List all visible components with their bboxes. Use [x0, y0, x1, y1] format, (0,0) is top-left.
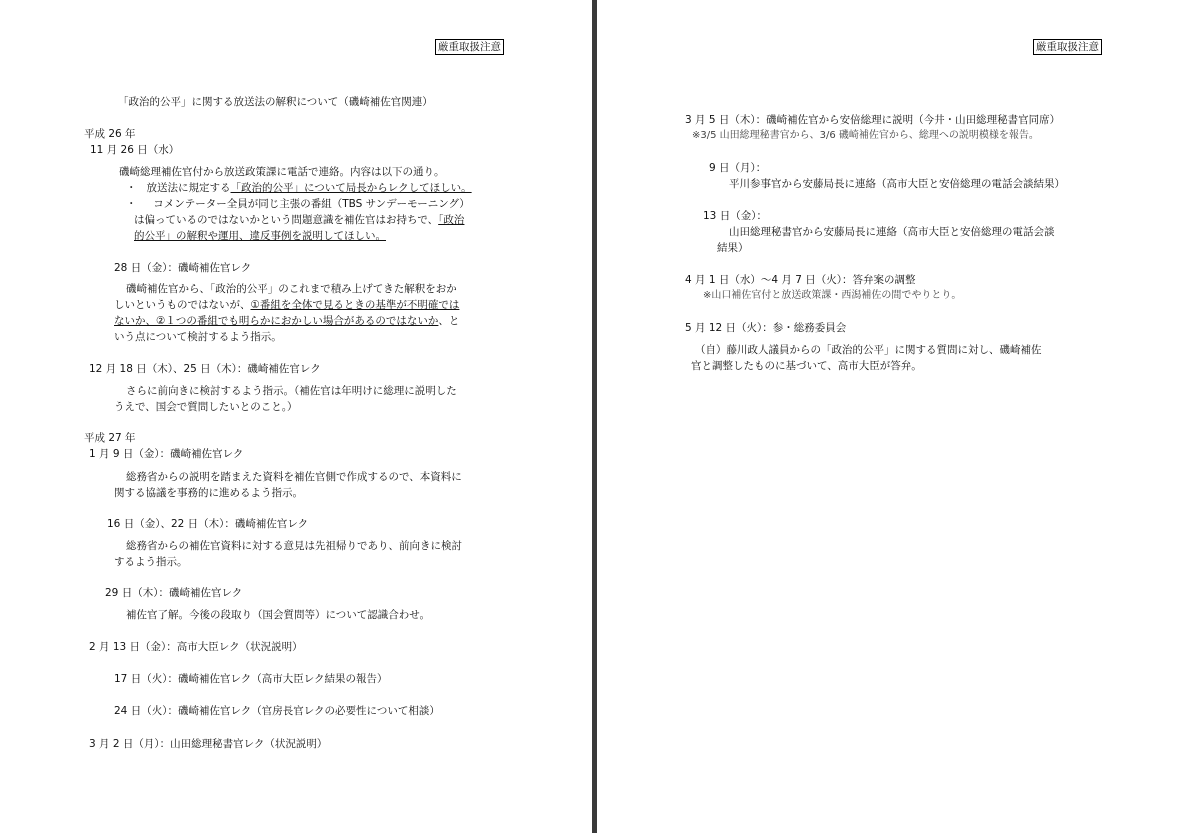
date-heading-0512: 5 月 12 日（火）：参・総務委員会 — [685, 322, 847, 334]
bullet-1-underlined: 「政治的公平」について局長からレクしてほしい。 — [230, 182, 472, 194]
paragraph-0313-line-1: 山田総理秘書官から安藤局長に連絡（高市大臣と安倍総理の電話会談 — [729, 226, 1055, 238]
date-heading-0116: 16 日（金）、22 日（木）：磯崎補佐官レク — [107, 518, 309, 530]
bullet-2-line-2-text: は偏っているのではないかという問題意識を補佐官はお持ちで、 — [134, 214, 439, 226]
paragraph-1128-line-3-text: 、と — [438, 315, 460, 327]
date-heading-1128: 28 日（金）：磯崎補佐官レク — [114, 262, 252, 274]
bullet-1-text: 放送法に規定する — [146, 182, 231, 194]
date-heading-0401: 4 月 1 日（水）～4 月 7 日（火）：答弁案の調整 — [685, 274, 916, 286]
date-heading-0302: 3 月 2 日（月）：山田総理秘書官レク（状況説明） — [89, 738, 328, 750]
bullet-2-line-2-underlined: 「政治 — [438, 214, 465, 226]
date-heading-1126: 11 月 26 日（水） — [90, 144, 180, 156]
bullet-2-line-2 — [134, 212, 464, 228]
date-heading-0224: 24 日（火）：磯崎補佐官レク（官房長官レクの必要性について相談） — [114, 705, 440, 717]
bullet-2-line-3: 的公平」の解釈や運用、違反事例を説明してほしい。 — [134, 230, 386, 242]
paragraph-1128-line-2 — [114, 297, 459, 313]
bullet-mark: ・ — [126, 198, 137, 210]
bullet-item-2 — [126, 196, 470, 212]
bullet-2-line-1: コメンテーター全員が同じ主張の番組（TBS サンデーモーニング） — [153, 198, 470, 210]
year-heading-h27: 平成 27 年 — [84, 432, 136, 444]
paragraph-0309: 平川参事官から安藤局長に連絡（高市大臣と安倍総理の電話会談結果） — [729, 178, 1065, 190]
paragraph-0109-line-1: 総務省からの説明を踏まえた資料を補佐官側で作成するので、本資料に — [126, 471, 462, 483]
paragraph-1128-line-1: 磯崎補佐官から、「政治的公平」のこれまで積み上げてきた解釈をおか — [126, 283, 457, 295]
date-heading-0109: 1 月 9 日（金）：磯崎補佐官レク — [89, 448, 244, 460]
note-0401: ※山口補佐官付と放送政策課・西潟補佐の間でやりとり。 — [703, 290, 962, 301]
paragraph-0116-line-2: するよう指示。 — [114, 556, 188, 568]
date-heading-1218: 12 月 18 日（木）、25 日（木）：磯崎補佐官レク — [89, 363, 321, 375]
document-title: 「政治的公平」に関する放送法の解釈について（磯崎補佐官関連） — [118, 96, 433, 108]
paragraph-1128-line-2-text: しいというものではないが、 — [114, 299, 251, 311]
note-0305: ※3/5 山田総理秘書官から、3/6 磯崎補佐官から、総理への説明模様を報告。 — [692, 130, 1039, 141]
paragraph-0512-line-1: （自）藤川政人議員からの「政治的公平」に関する質問に対し、磯崎補佐 — [695, 344, 1042, 356]
date-heading-0309: 9 日（月）： — [709, 162, 767, 174]
year-heading-h26: 平成 26 年 — [84, 128, 136, 140]
paragraph-1128-line-3-underlined: ないか、②１つの番組でも明らかにおかしい場合があるのではないか — [114, 315, 439, 327]
bullet-mark: ・ — [126, 182, 137, 194]
paragraph-0109-line-2: 関する協議を事務的に進めるよう指示。 — [114, 487, 303, 499]
paragraph-0512-line-2: 官と調整したものに基づいて、高市大臣が答弁。 — [691, 360, 922, 372]
bullet-item-1 — [126, 180, 472, 196]
paragraph-0116-line-1: 総務省からの補佐官資料に対する意見は先祖帰りであり、前向きに検討 — [126, 540, 462, 552]
date-heading-0217: 17 日（火）：磯崎補佐官レク（高市大臣レク結果の報告） — [114, 673, 388, 685]
document-page-left — [0, 0, 592, 833]
date-heading-0305: 3 月 5 日（木）：磯崎補佐官から安倍総理に説明（今井・山田総理秘書官同席） — [685, 114, 1061, 126]
paragraph-0313-line-2: 結果） — [717, 242, 749, 254]
document-page-right — [597, 0, 1193, 833]
paragraph-1128-line-4: いう点について検討するよう指示。 — [114, 331, 282, 343]
confidential-stamp: 厳重取扱注意 — [1033, 39, 1102, 55]
paragraph-0129: 補佐官了解。今後の段取り（国会質問等）について認識合わせ。 — [126, 609, 430, 621]
paragraph-1218-line-1: さらに前向きに検討するよう指示。（補佐官は年明けに総理に説明した — [126, 385, 457, 397]
date-heading-0213: 2 月 13 日（金）：高市大臣レク（状況説明） — [89, 641, 303, 653]
paragraph-1128-line-3 — [114, 313, 459, 329]
date-heading-0129: 29 日（木）：磯崎補佐官レク — [105, 587, 243, 599]
paragraph-1126-intro: 磯崎総理補佐官付から放送政策課に電話で連絡。内容は以下の通り。 — [119, 166, 445, 178]
confidential-stamp: 厳重取扱注意 — [435, 39, 504, 55]
date-heading-0313: 13 日（金）： — [703, 210, 767, 222]
paragraph-1218-line-2: うえで、国会で質問したいとのこと。） — [114, 401, 298, 413]
paragraph-1128-line-2-underlined: ①番組を全体で見るときの基準が不明確では — [250, 299, 460, 311]
